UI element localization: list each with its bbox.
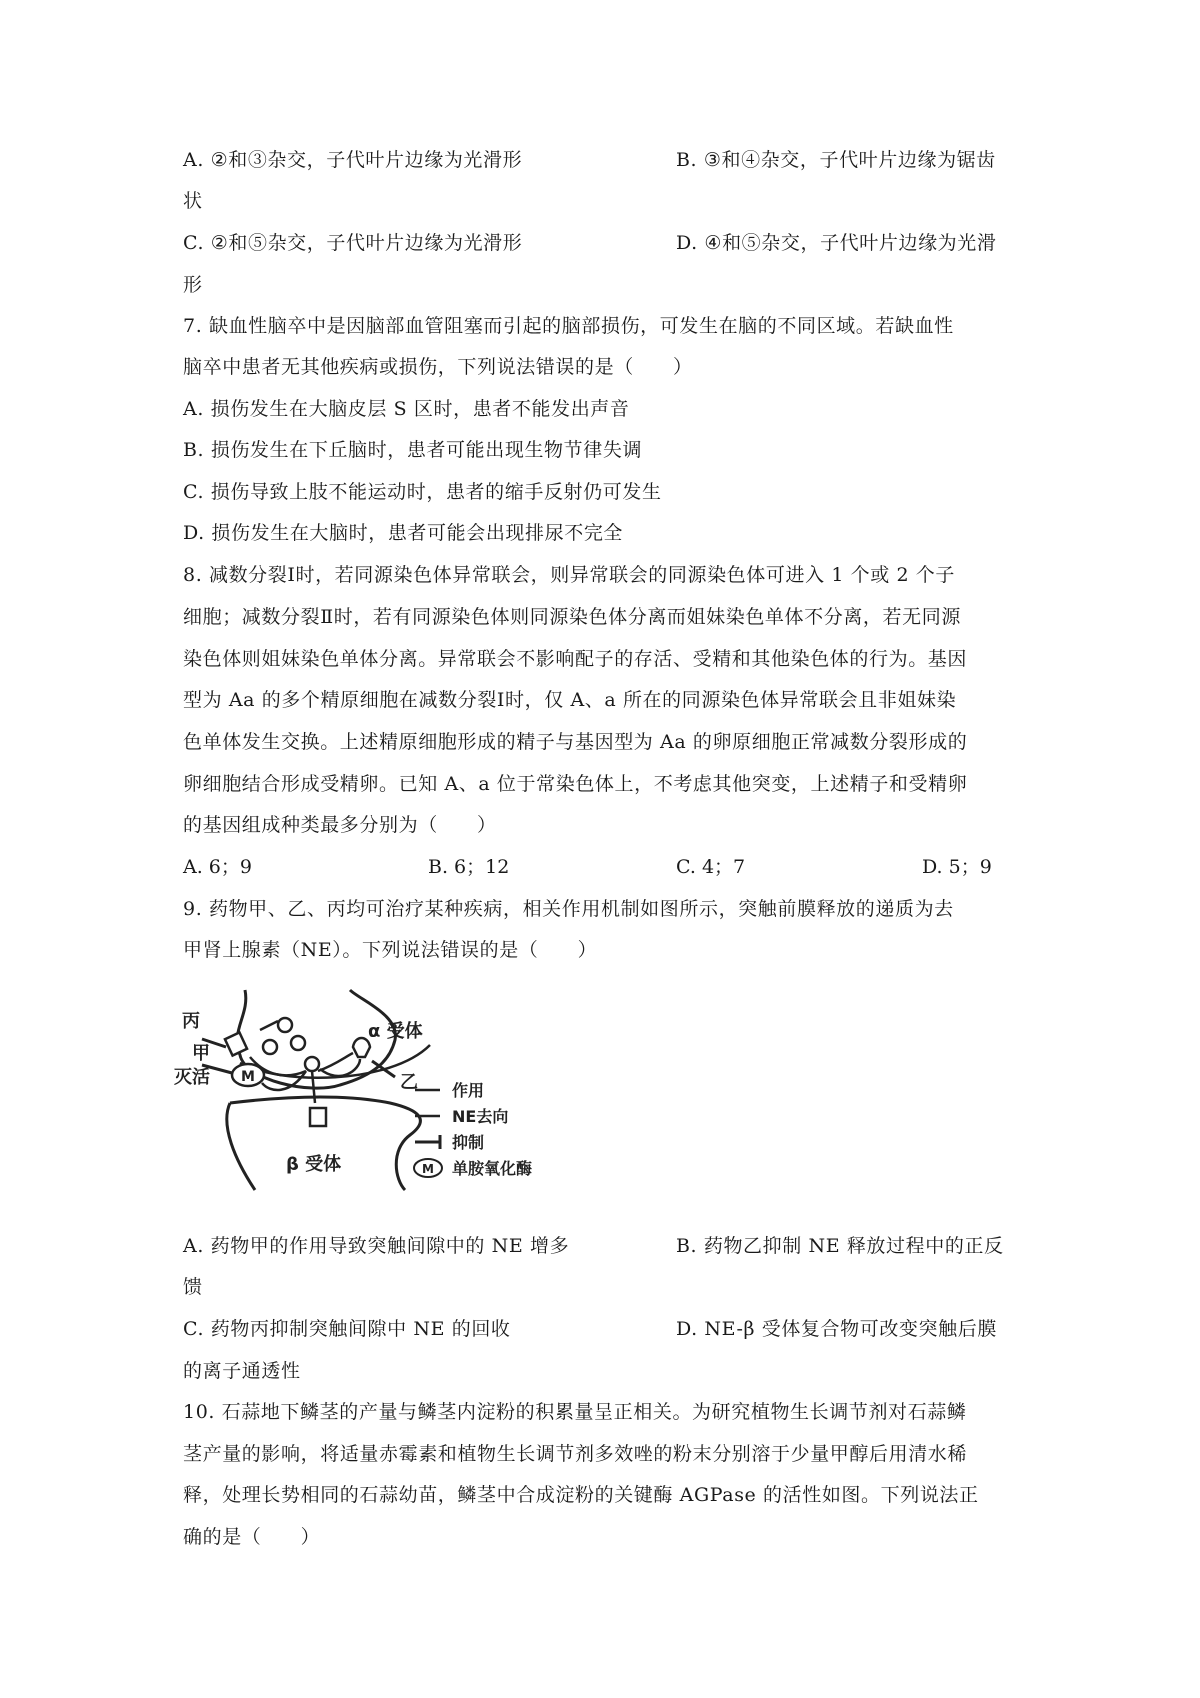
- q8-stem-line2: 细胞；减数分裂Ⅱ时，若有同源染色体则同源染色体分离而姐妹染色单体不分离，若无同源: [183, 606, 961, 628]
- q8-stem-line4: 型为 Aa 的多个精原细胞在减数分裂Ⅰ时，仅 A、a 所在的同源染色体异常联会且非姐妹染: [183, 689, 957, 711]
- ne-vesicle: [291, 1036, 305, 1050]
- q6-option-b-cont: 状: [183, 190, 203, 212]
- q6-option-b: B. ③和④杂交，子代叶片边缘为锯齿: [676, 149, 996, 171]
- arrow: [318, 1053, 353, 1071]
- legend-ne-label: NE去向: [452, 1107, 509, 1126]
- q8-stem-line7: 的基因组成种类最多分别为（ ）: [183, 814, 497, 836]
- q6-option-a: A. ②和③杂交，子代叶片边缘为光滑形: [183, 149, 523, 171]
- label-inactivate: 灭活: [174, 1067, 210, 1088]
- q8-option-d: D. 5；9: [922, 856, 992, 878]
- q7-stem-line2: 脑卒中患者无其他疾病或损伤，下列说法错误的是（ ）: [183, 356, 693, 378]
- q10-stem-line3: 释，处理长势相同的石蒜幼苗，鳞茎中合成淀粉的关键酶 AGPase 的活性如图。下列说法正: [183, 1484, 979, 1506]
- q8-option-b: B. 6；12: [428, 856, 510, 878]
- postsynaptic-left: [227, 1103, 255, 1190]
- q6-option-d-cont: 形: [183, 274, 203, 296]
- q9-stem-line1: 9. 药物甲、乙、丙均可治疗某种疾病，相关作用机制如图所示，突触前膜释放的递质为去: [183, 898, 954, 920]
- q9-option-a: A. 药物甲的作用导致突触间隙中的 NE 增多: [183, 1235, 570, 1257]
- label-alpha-receptor: α 受体: [368, 1021, 423, 1042]
- q8-stem-line5: 色单体发生交换。上述精原细胞形成的精子与基因型为 Aa 的卵原细胞正常减数分裂形成的: [183, 731, 968, 753]
- q9-option-d-cont: 的离子通透性: [183, 1360, 301, 1382]
- ne-vesicle: [278, 1018, 292, 1032]
- label-beta-receptor: β 受体: [286, 1154, 342, 1175]
- ne-vesicle: [305, 1057, 319, 1071]
- q7-option-c: C. 损伤导致上肢不能运动时，患者的缩手反射仍可发生: [183, 481, 662, 503]
- label-drug-yi: 乙: [400, 1072, 418, 1093]
- q8-stem-line1: 8. 减数分裂Ⅰ时，若同源染色体异常联会，则异常联会的同源染色体可进入 1 个或 2 个子: [183, 564, 956, 586]
- legend-mao-symbol: M: [422, 1162, 434, 1176]
- reuptake-transporter: [225, 1032, 247, 1055]
- q10-stem-line1: 10. 石蒜地下鳞茎的产量与鳞茎内淀粉的积累量呈正相关。为研究植物生长调节剂对石蒜鳞: [183, 1401, 967, 1423]
- label-drug-bing: 丙: [182, 1011, 200, 1032]
- q8-option-a: A. 6；9: [183, 856, 252, 878]
- label-drug-jia: 甲: [192, 1043, 210, 1064]
- q8-stem-line6: 卵细胞结合形成受精卵。已知 A、a 位于常染色体上，不考虑其他突变，上述精子和受精卵: [183, 773, 968, 795]
- q9-option-c: C. 药物丙抑制突触间隙中 NE 的回收: [183, 1318, 511, 1340]
- legend-mao-label: 单胺氧化酶: [452, 1159, 533, 1178]
- q7-option-b: B. 损伤发生在下丘脑时，患者可能出现生物节律失调: [183, 439, 643, 461]
- q10-stem-line4: 确的是（ ）: [183, 1526, 321, 1548]
- q7-option-d: D. 损伤发生在大脑时，患者可能会出现排尿不完全: [183, 522, 624, 544]
- q6-option-d: D. ④和⑤杂交，子代叶片边缘为光滑: [676, 232, 997, 254]
- q7-option-a: A. 损伤发生在大脑皮层 S 区时，患者不能发出声音: [183, 398, 630, 420]
- q7-stem-line1: 7. 缺血性脑卒中是因脑部血管阻塞而引起的脑部损伤，可发生在脑的不同区域。若缺血性: [183, 315, 954, 337]
- q9-stem-line2: 甲肾上腺素（NE）。下列说法错误的是（ ）: [183, 939, 598, 961]
- legend-effect-label: 作用: [452, 1081, 485, 1100]
- ne-vesicle: [263, 1040, 277, 1054]
- q10-stem-line2: 茎产量的影响，将适量赤霉素和植物生长调节剂多效唑的粉末分别溶于少量甲醇后用清水稀: [183, 1443, 968, 1465]
- q8-stem-line3: 染色体则姐妹染色单体分离。异常联会不影响配子的存活、受精和其他染色体的行为。基因: [183, 648, 968, 670]
- q6-option-c: C. ②和⑤杂交，子代叶片边缘为光滑形: [183, 232, 523, 254]
- beta-receptor: [310, 1108, 326, 1126]
- q9-option-b-cont: 馈: [183, 1276, 203, 1298]
- q9-option-d: D. NE-β 受体复合物可改变突触后膜: [676, 1318, 997, 1340]
- mao-enzyme-symbol: M: [241, 1069, 255, 1085]
- legend-inhibit-label: 抑制: [452, 1133, 485, 1152]
- q9-option-b: B. 药物乙抑制 NE 释放过程中的正反: [676, 1235, 1004, 1257]
- synapse-diagram: [174, 985, 620, 1195]
- q8-option-c: C. 4；7: [676, 856, 746, 878]
- arrow: [260, 1021, 278, 1030]
